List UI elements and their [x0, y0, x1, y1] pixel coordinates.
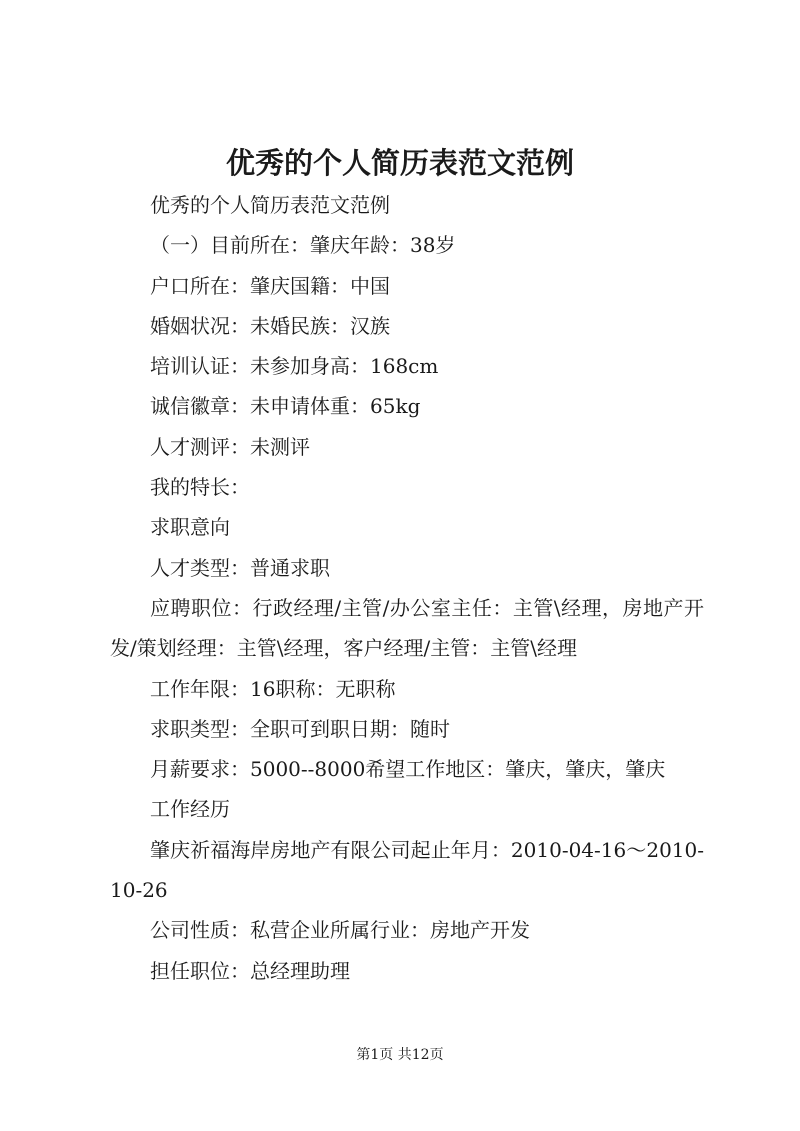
paragraph-job-type-start-date: 求职类型：全职可到职日期：随时	[150, 716, 450, 741]
paragraph-heading: 优秀的个人简历表范文范例	[150, 193, 390, 217]
paragraph-marital-ethnicity: 婚姻状况：未婚民族：汉族	[150, 313, 390, 338]
paragraph-work-experience-heading: 工作经历	[150, 797, 230, 822]
paragraph-location-age: （一）目前所在：肇庆年龄：38岁	[150, 233, 456, 258]
page-title: 优秀的个人简历表范文范例	[225, 146, 574, 180]
paragraph-position-held: 担任职位：总经理助理	[150, 958, 350, 983]
paragraph-applied-positions: 应聘职位：行政经理/主管/办公室主任：主管\经理，房地产开发/策划经理：主管\经理，客户经理/主管：主管\经理	[110, 595, 704, 661]
paragraph-training-height: 培训认证：未参加身高：168cm	[150, 354, 439, 379]
paragraph-talent-assessment: 人才测评：未测评	[150, 434, 310, 459]
paragraph-talent-type: 人才类型：普通求职	[150, 555, 330, 580]
paragraph-hukou-nationality: 户口所在：肇庆国籍：中国	[150, 273, 390, 298]
page-number: 第1页	[356, 1047, 394, 1063]
page-footer	[0, 1045, 800, 1065]
paragraph-company-nature-industry: 公司性质：私营企业所属行业：房地产开发	[150, 918, 530, 943]
page-total: 共12页	[397, 1047, 444, 1063]
document-body	[110, 185, 704, 991]
paragraph-company-period: 肇庆祈福海岸房地产有限公司起止年月：2010-04-16～2010-10-26	[110, 837, 704, 903]
paragraph-credit-weight: 诚信徽章：未申请体重：65kg	[150, 394, 421, 419]
paragraph-specialty: 我的特长：	[150, 475, 250, 500]
paragraph-work-years-title: 工作年限：16职称：无职称	[150, 676, 396, 701]
paragraph-job-intention-heading: 求职意向	[150, 515, 230, 540]
paragraph-salary-location: 月薪要求：5000--8000希望工作地区：肇庆，肇庆，肇庆	[150, 757, 666, 782]
